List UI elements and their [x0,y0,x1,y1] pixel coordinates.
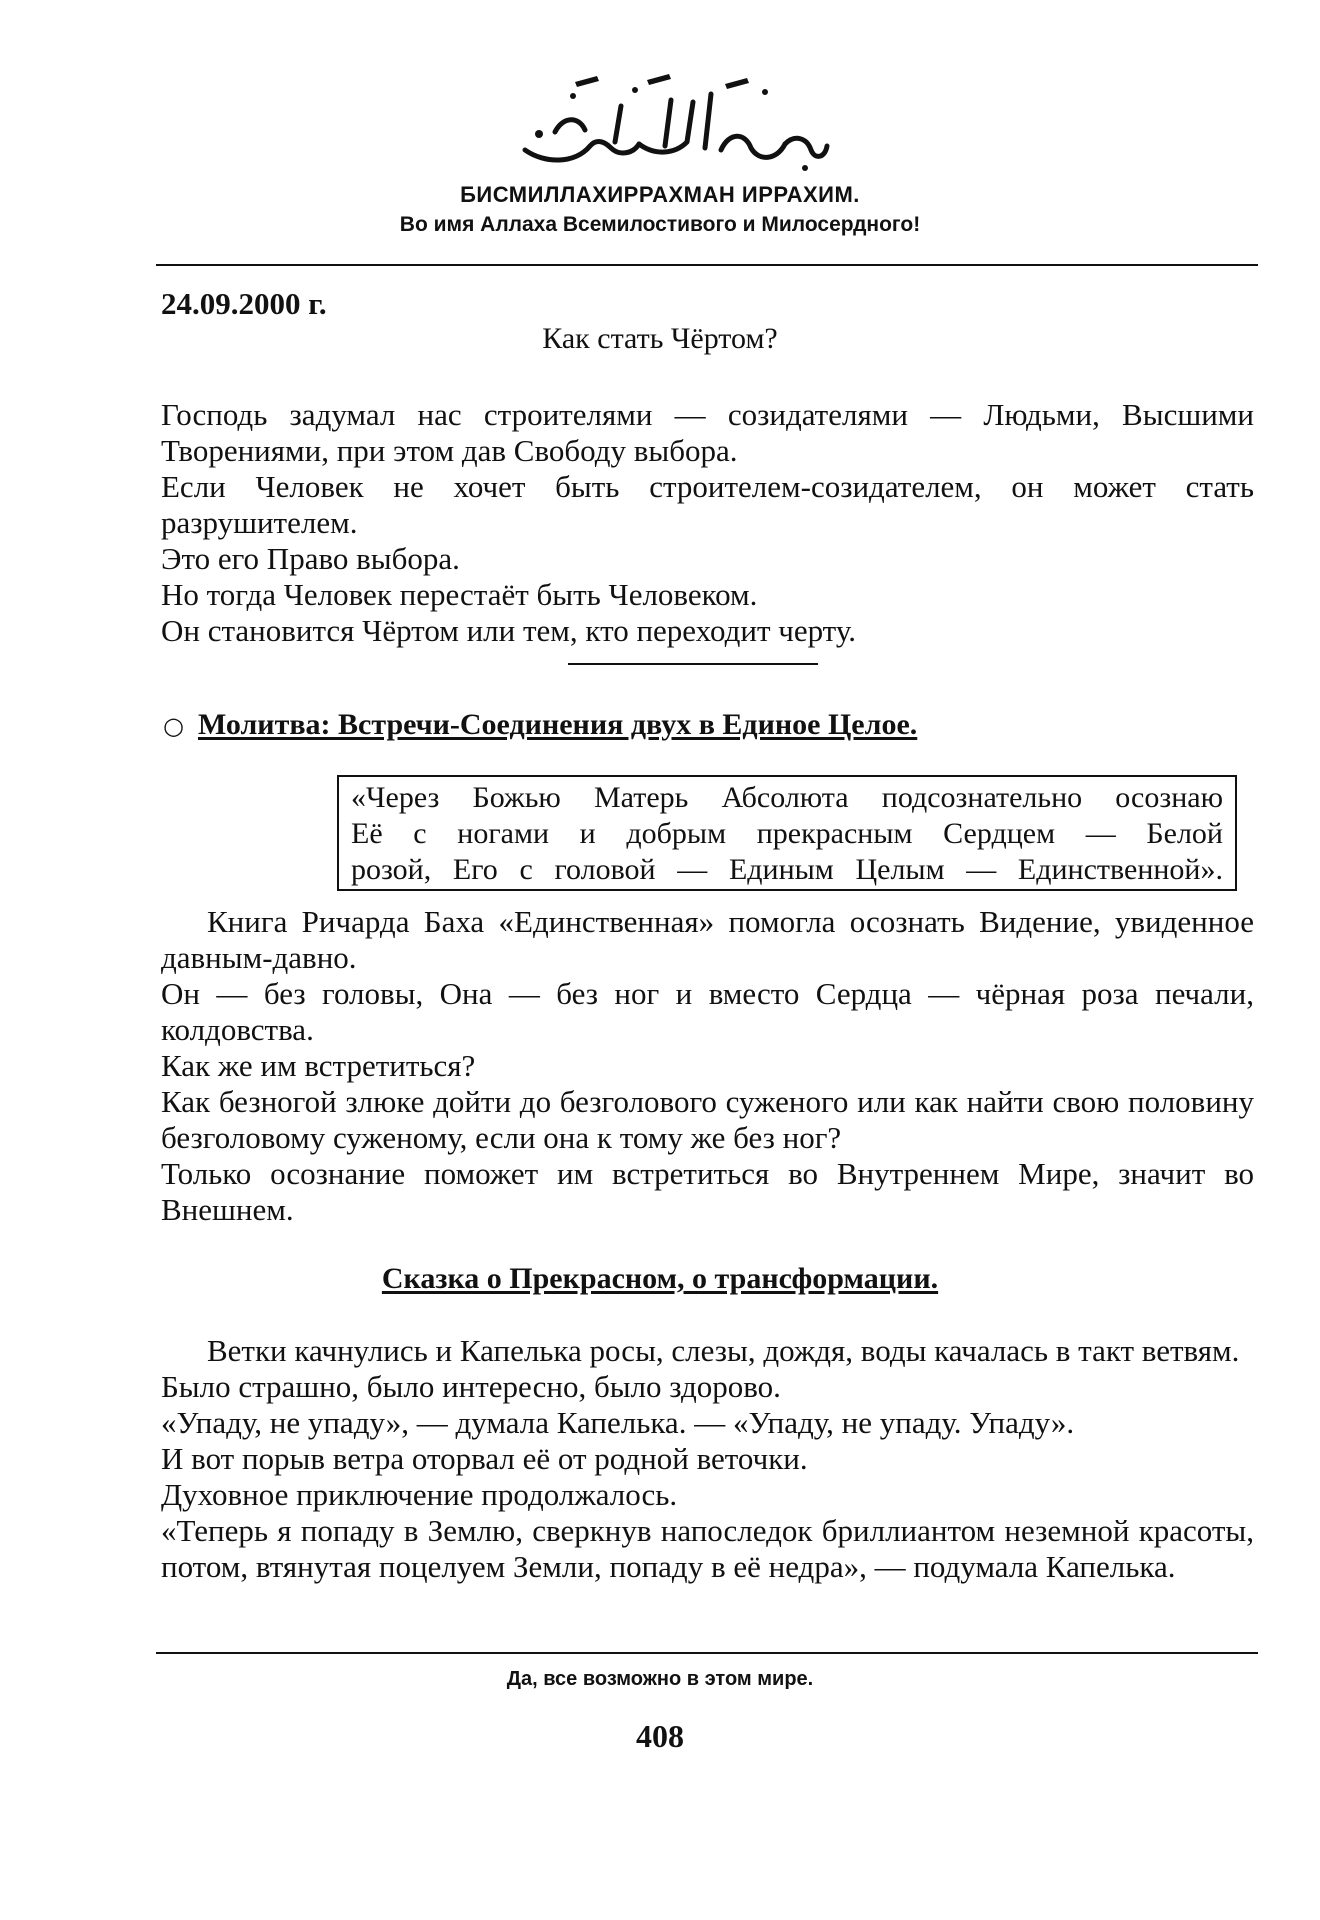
basmala-calligraphy-icon [515,72,830,172]
section1-heading: Как стать Чёртом? [542,322,778,355]
header-divider [156,264,1258,266]
paragraph: Господь задумал нас строителями — созидателями — Людьми, Высшими Творениями, при этом дав Свободу выбора. [161,397,1254,468]
paragraph: «Теперь я попаду в Землю, сверкнув напоследок бриллиантом неземной красоты, потом, втянутая поцелуем Земли, попаду в её недра», — подумала Капелька. [161,1513,1254,1584]
paragraph: Но тогда Человек перестаёт быть Человеком. [161,577,758,612]
section-divider [568,663,818,665]
quote-line: «Через Божью Матерь Абсолюта подсознательно осознаю [351,781,1223,814]
prayer-title: Молитва: Встречи-Соединения двух в Единое Целое. [197,708,918,741]
quote-line: розой, Его с головой — Единым Целым — Единственной». [351,853,1223,886]
page-number: 408 [636,1718,684,1754]
paragraph: Как же им встретиться? [161,1048,476,1083]
quote-line: Её с ногами и добрым прекрасным Сердцем — Белой [351,817,1223,850]
section3-heading-text: Сказка о Прекрасном, о трансформации. [381,1262,939,1295]
paragraph: «Упаду, не упаду», — думала Капелька. — «Упаду, не упаду. Упаду». [161,1405,1075,1440]
paragraph: Духовное приключение продолжалось. [161,1477,678,1512]
section2-text [161,904,1254,1228]
entry-date: 24.09.2000 г. [161,286,327,321]
paragraph: Только осознание поможет им встретиться во Внутреннем Мире, значит во Внешнем. [161,1156,1254,1227]
paragraph: Если Человек не хочет быть строителем-созидателем, он может стать разрушителем. [161,469,1254,540]
circle-bullet-icon: ○ [163,712,184,740]
paragraph: Как безногой злюке дойти до безголового суженого или как найти свою половину безголовому суженому, если она к тому же без ног? [161,1084,1254,1155]
prayer-title-line [163,708,917,742]
paragraph: И вот порыв ветра оторвал её от родной веточки. [161,1441,808,1476]
paragraph: Было страшно, было интересно, было здорово. [161,1369,781,1404]
section3-text [161,1333,1254,1585]
section1-text [161,397,1254,649]
header-subtitle: Во имя Аллаха Всемилостивого и Милосердного! [399,213,921,236]
footer-note: Да, все возможно в этом мире. [506,1668,814,1690]
paragraph: Это его Право выбора. [161,541,460,576]
prayer-quote-box [337,775,1237,891]
paragraph: Ветки качнулись и Капелька росы, слезы, дождя, воды качалась в такт ветвям. [207,1333,1240,1368]
paragraph: Книга Ричарда Баха «Единственная» помогла осознать Видение, увиденное давным-давно. [161,904,1254,975]
footer-divider [156,1652,1258,1654]
section3-heading [0,1262,1320,1296]
paragraph: Он становится Чёртом или тем, кто переходит черту. [161,613,856,648]
paragraph: Он — без головы, Она — без ног и вместо Сердца — чёрная роза печали, колдовства. [161,976,1254,1047]
header-title: БИСМИЛЛАХИРРАХМАН ИРРАХИМ. [460,182,860,207]
